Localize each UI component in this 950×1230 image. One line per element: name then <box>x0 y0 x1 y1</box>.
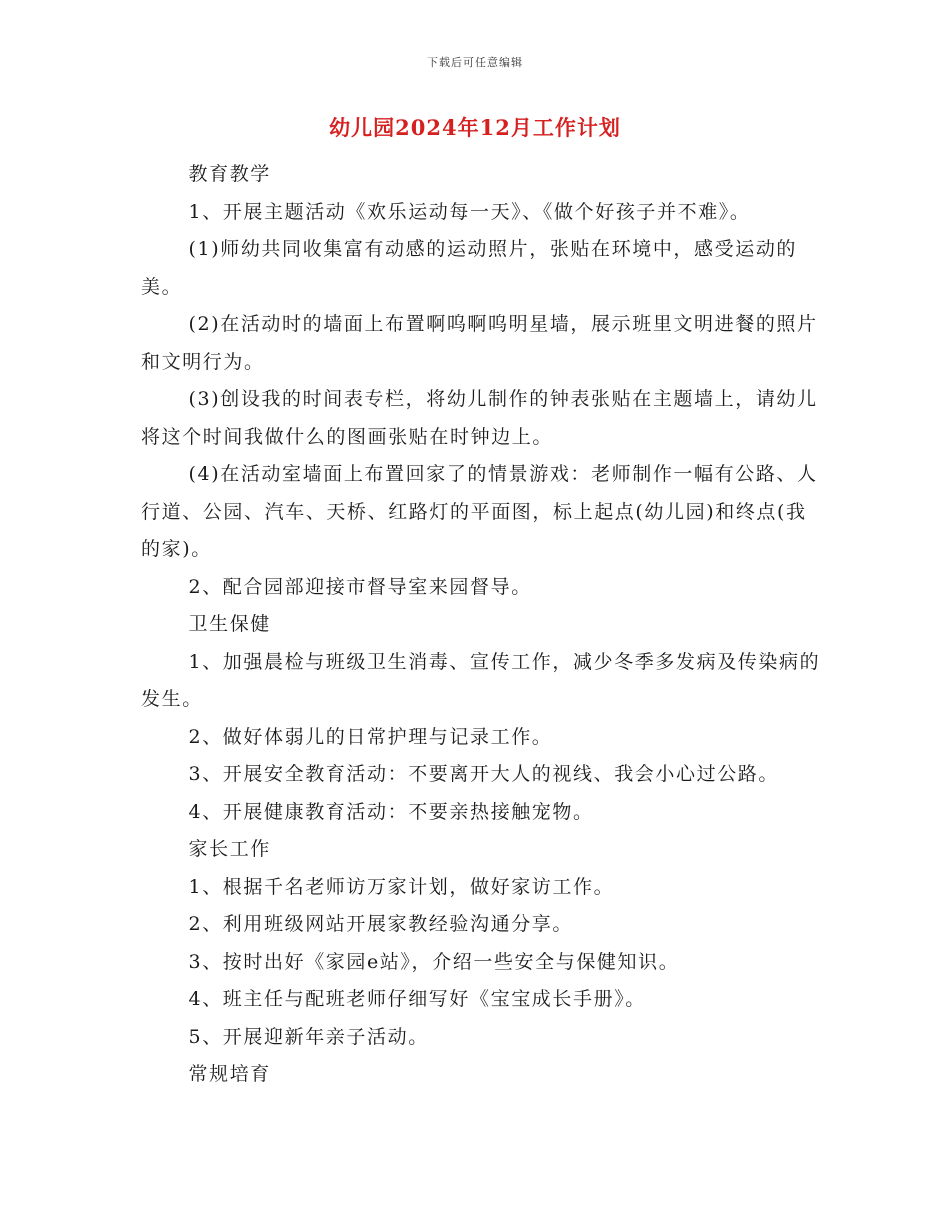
paragraph: 2、做好体弱儿的日常护理与记录工作。 <box>188 725 553 748</box>
section-heading-health: 卫生保健 <box>188 613 271 635</box>
document-body <box>141 156 821 1094</box>
section-heading-teaching: 教育教学 <box>188 163 271 185</box>
paragraph: 2、配合园部迎接市督导室来园督导。 <box>188 575 532 598</box>
paragraph: 3、按时出好《家园e站》，介绍一些安全与保健知识。 <box>188 950 680 973</box>
header-note: 下载后可任意编辑 <box>427 56 523 69</box>
paragraph: (3)创设我的时间表专栏，将幼儿制作的钟表张贴在主题墙上，请幼儿将这个时间我做什么的图画张贴在时钟边上。 <box>141 388 818 448</box>
paragraph: 4、开展健康教育活动：不要亲热接触宠物。 <box>188 800 594 823</box>
paragraph: (4)在活动室墙面上布置回家了的情景游戏：老师制作一幅有公路、人行道、公园、汽车、天桥、红路灯的平面图，标上起点(幼儿园)和终点(我的家)。 <box>141 463 818 560</box>
paragraph: 1、开展主题活动《欢乐运动每一天》、《做个好孩子并不难》。 <box>188 200 751 223</box>
paragraph: 1、根据千名老师访万家计划，做好家访工作。 <box>188 875 615 898</box>
paragraph: (1)师幼共同收集富有动感的运动照片，张贴在环境中，感受运动的美。 <box>141 238 798 298</box>
paragraph: (2)在活动时的墙面上布置啊呜啊呜明星墙，展示班里文明进餐的照片和文明行为。 <box>141 313 818 373</box>
paragraph: 1、加强晨检与班级卫生消毒、宣传工作，减少冬季多发病及传染病的发生。 <box>141 650 821 710</box>
section-heading-parents: 家长工作 <box>188 838 271 860</box>
document-title: 幼儿园2024年12月工作计划 <box>329 115 621 140</box>
section-heading-routine: 常规培育 <box>188 1063 271 1085</box>
paragraph: 3、开展安全教育活动：不要离开大人的视线、我会小心过公路。 <box>188 763 779 785</box>
paragraph: 2、利用班级网站开展家教经验沟通分享。 <box>188 913 573 935</box>
paragraph: 5、开展迎新年亲子活动。 <box>188 1025 429 1048</box>
paragraph: 4、班主任与配班老师仔细写好《宝宝成长手册》。 <box>188 988 646 1010</box>
